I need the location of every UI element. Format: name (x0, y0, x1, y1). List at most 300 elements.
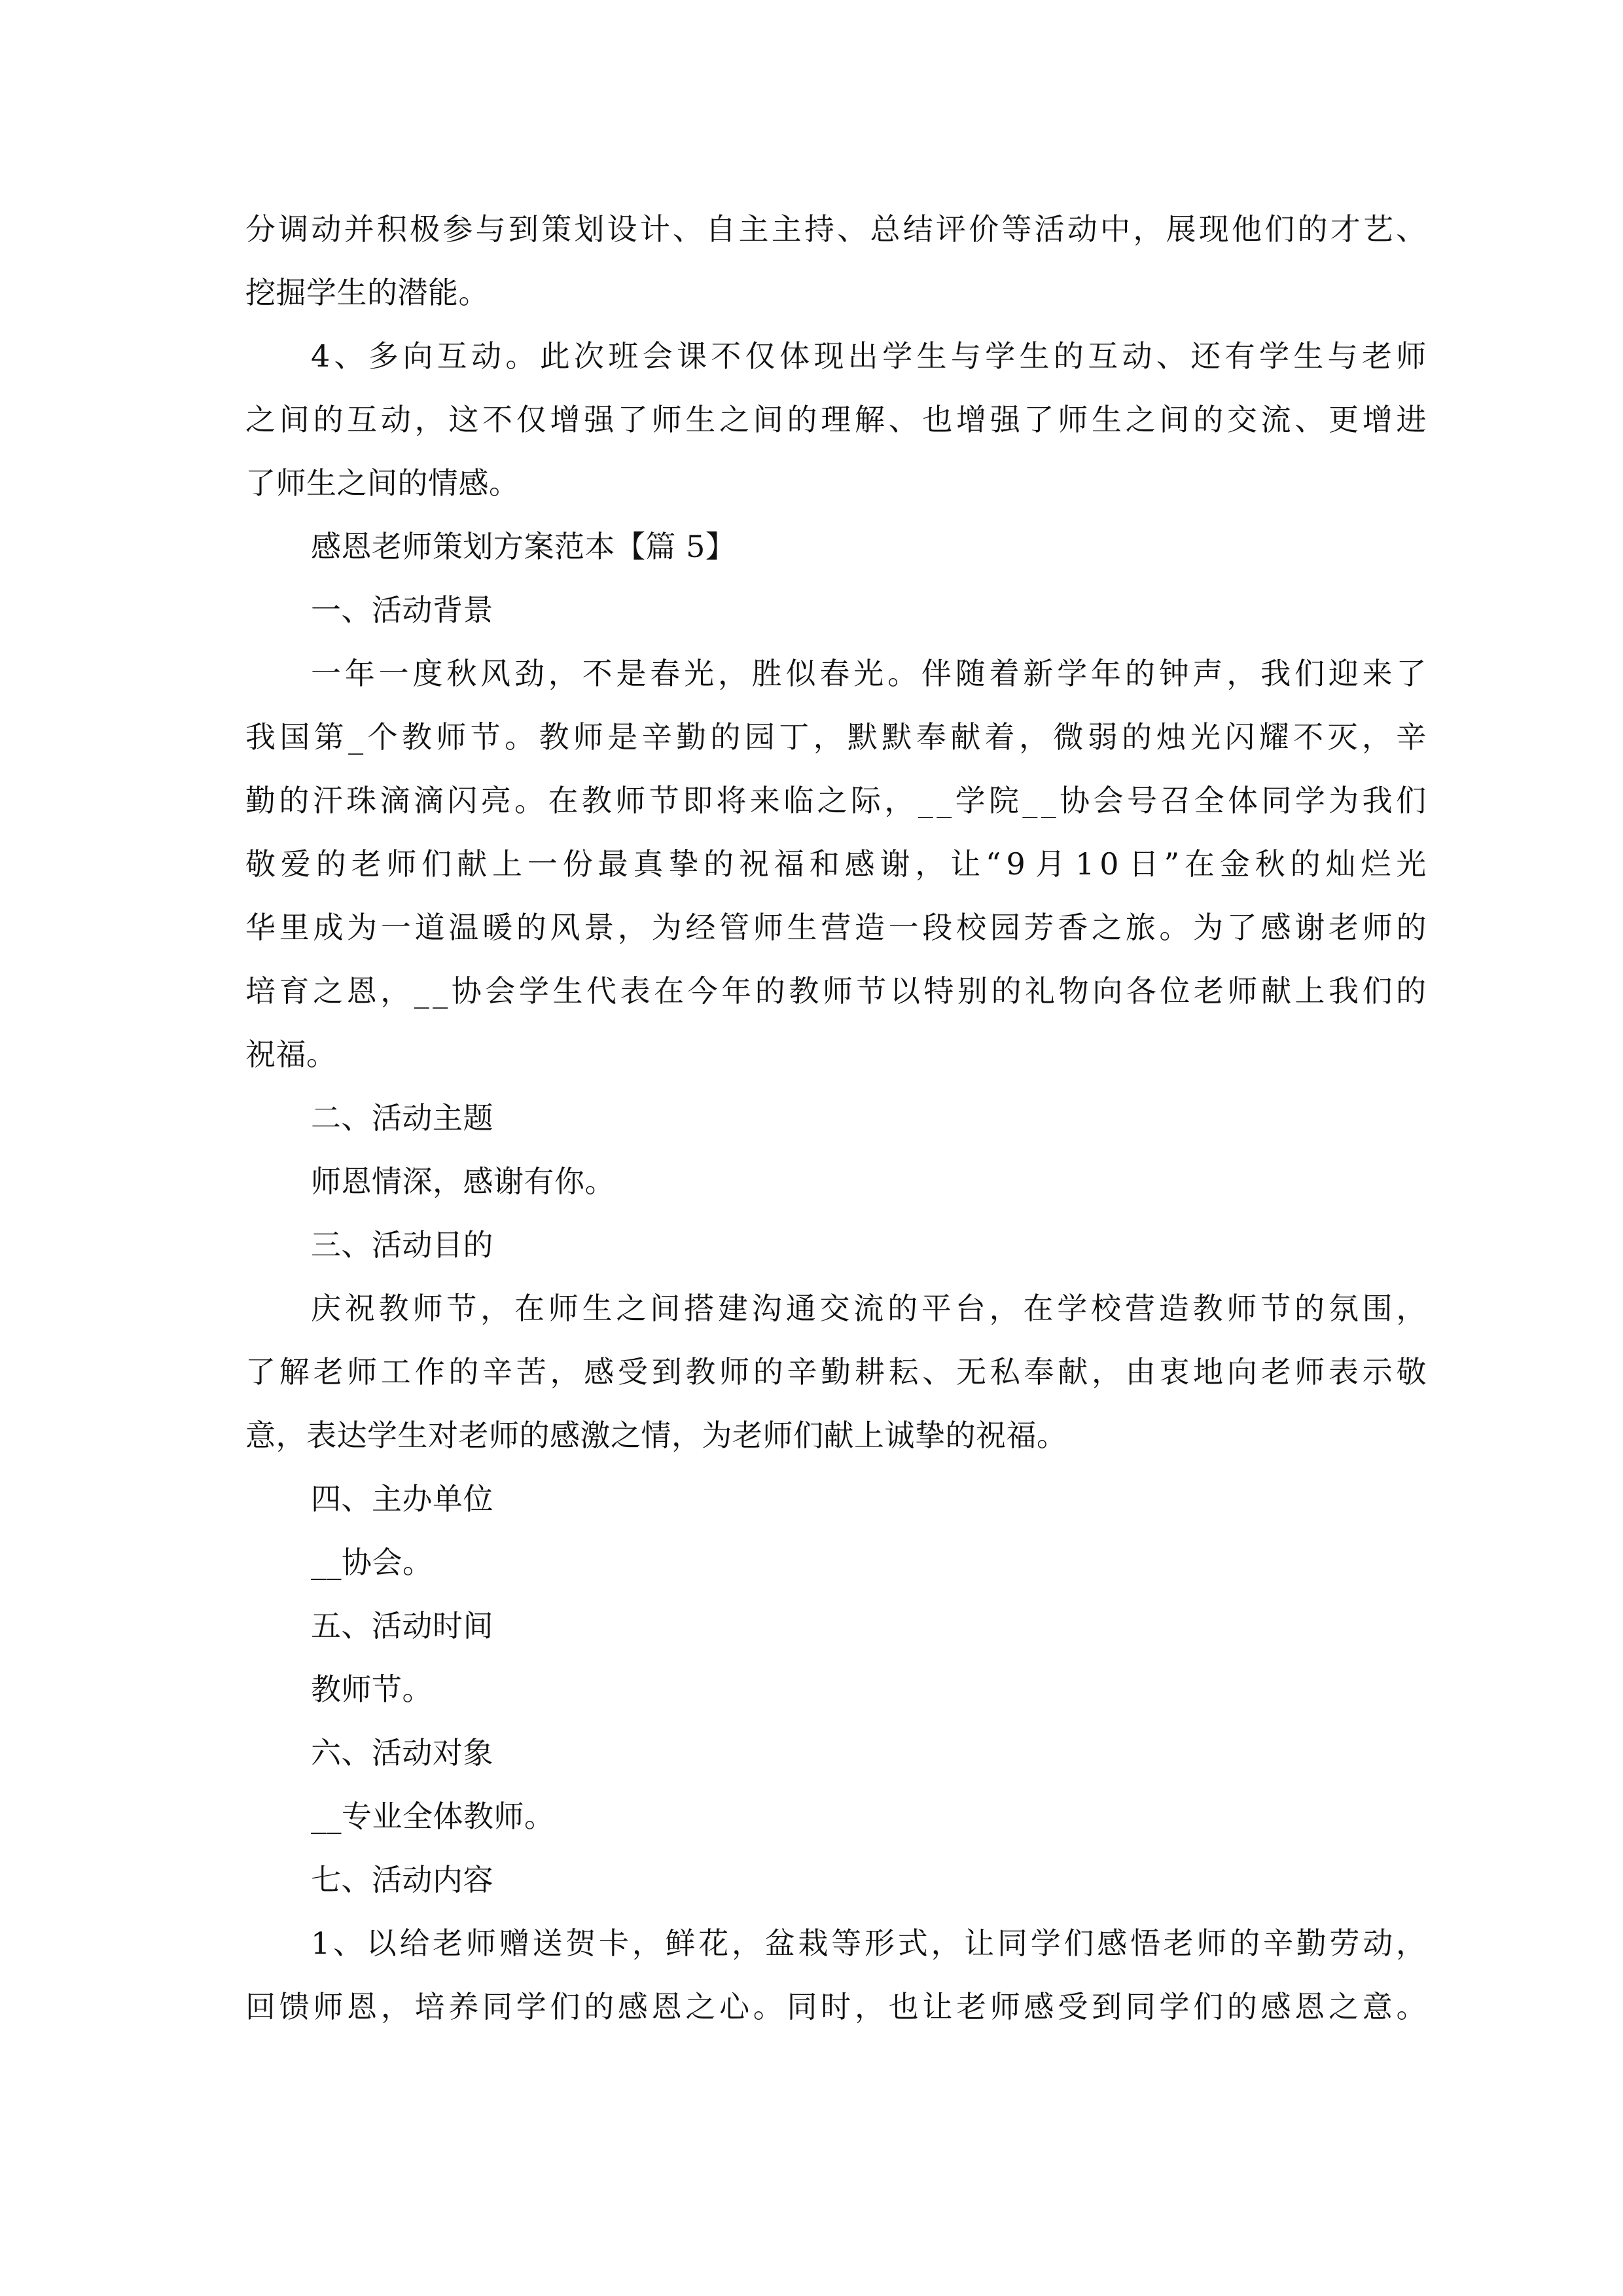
text-char: 迎 (1328, 656, 1359, 691)
text-char: 师 (412, 1291, 443, 1326)
text-line: 挖掘学生的潜能。 (245, 275, 489, 310)
text-char: 学 (882, 338, 913, 374)
text-char: 恩 (347, 1989, 378, 2024)
text-char: 节 (446, 1291, 477, 1326)
text-char: 度 (412, 656, 443, 691)
text-char: 计 (639, 211, 671, 247)
text-char: 这 (448, 402, 479, 437)
text-char: ， (632, 1926, 663, 1961)
text-char: 老 (1329, 910, 1359, 945)
text-char: 我 (1362, 783, 1393, 818)
text-char: 即 (683, 783, 713, 818)
text-char: 学 (1294, 783, 1326, 818)
text-char: 谢 (1294, 910, 1325, 945)
text-char: ， (915, 846, 946, 882)
text-char: 生 (582, 1291, 613, 1326)
text-char: 他 (1232, 211, 1262, 247)
text-line: 六、活动对象 (311, 1735, 493, 1770)
text-char: 的 (1124, 656, 1156, 691)
text-char: 为 (347, 910, 378, 945)
text-char: 学 (516, 1989, 547, 2024)
text-char: 全 (1194, 783, 1225, 818)
text-char: 辛 (787, 1354, 817, 1390)
text-char: 让 (922, 1989, 953, 2024)
text-char: 贺 (565, 1926, 596, 1961)
text-char: 同 (482, 1989, 513, 2024)
text-char: 珠 (346, 783, 377, 818)
text-char: 体 (1228, 783, 1258, 818)
text-char: ， (1018, 719, 1050, 755)
text-char: 来 (749, 783, 781, 818)
text-char: 中 (1100, 211, 1131, 247)
text-char: 年 (1091, 656, 1122, 691)
text-char: ， (931, 1926, 962, 1961)
text-char: 院 (988, 783, 1020, 818)
text-char: 间 (279, 402, 310, 437)
text-char: ， (617, 910, 649, 945)
text-char: 之 (616, 1291, 647, 1326)
text-char: 价 (969, 211, 999, 247)
text-char: 之 (1091, 910, 1122, 945)
text-line: 七、活动内容 (311, 1862, 493, 1897)
text-char: 教 (789, 973, 819, 1009)
text-char: 们 (1362, 973, 1393, 1009)
text-char: 的 (887, 1291, 918, 1326)
text-line: 意，表达学生对老师的感激之情，为老师们献上诚挚的祝福。 (245, 1418, 1067, 1453)
text-char: 动 (311, 211, 342, 247)
text-char: 极 (410, 211, 440, 247)
text-char: 之 (245, 402, 276, 437)
text-char: 强 (584, 402, 615, 437)
text-char: _ (1022, 783, 1038, 818)
text-char: 上 (1294, 973, 1325, 1009)
text-char: 不 (1293, 719, 1324, 755)
text-char: 沟 (751, 1291, 783, 1326)
text-char: 动 (1363, 1926, 1393, 1961)
text-char: 光 (1396, 846, 1427, 882)
text-char: 的 (1122, 719, 1152, 755)
text-char: 挚 (668, 846, 699, 882)
text-char: 一 (527, 846, 558, 882)
text-char: 向 (1226, 1354, 1258, 1390)
text-char: 的 (704, 846, 734, 882)
text-char: 悟 (1130, 1926, 1161, 1961)
text-char: 日 (1128, 846, 1160, 882)
text-char: 的 (755, 973, 786, 1009)
text-line: 祝福。 (245, 1037, 337, 1072)
text-char: 感 (617, 1989, 649, 2024)
text-char: 着 (984, 719, 1016, 755)
text-char: 之 (1329, 1989, 1359, 2024)
text-char: ， (550, 1354, 580, 1390)
text-char: 同 (1125, 1989, 1156, 2024)
text-char: 、 (333, 1926, 364, 1961)
text-char: 围 (1362, 1291, 1393, 1326)
text-char: 学 (1030, 1926, 1061, 1961)
text-char: 校 (1091, 1291, 1122, 1326)
text-char: 、 (922, 1354, 953, 1390)
text-char: 辛 (641, 719, 673, 755)
text-char: ， (1226, 656, 1257, 691)
text-char: 设 (607, 211, 638, 247)
text-char: 协 (1060, 783, 1090, 818)
text-char: 不 (711, 338, 741, 374)
text-char: 分 (245, 211, 276, 247)
text-char: 感 (1260, 1989, 1292, 2024)
text-char: 理 (821, 402, 851, 437)
text-char: 不 (482, 402, 513, 437)
text-line: __专业全体教师。 (311, 1799, 555, 1834)
text-char: 私 (990, 1354, 1021, 1390)
text-char: 才 (1330, 211, 1361, 247)
text-char: 养 (448, 1989, 479, 2024)
text-char: 解 (854, 402, 885, 437)
text-char: 师 (548, 1291, 579, 1326)
text-char: 同 (787, 1989, 817, 2024)
text-char: 师 (719, 1354, 750, 1390)
text-char: 会 (485, 973, 516, 1009)
text-char: 学 (955, 783, 986, 818)
text-char: 的 (787, 402, 817, 437)
text-char: 动 (380, 402, 412, 437)
text-char: 们 (1294, 656, 1325, 691)
text-char: 进 (1396, 402, 1427, 437)
text-char: 的 (710, 719, 741, 755)
text-char: 师 (822, 973, 853, 1009)
text-char: 着 (989, 656, 1020, 691)
text-char: 的 (279, 783, 310, 818)
text-char: 师 (615, 783, 646, 818)
text-char: 是 (607, 719, 638, 755)
text-char: ， (732, 1926, 762, 1961)
text-char: 勤 (821, 1354, 851, 1390)
text-char: 互 (437, 338, 468, 374)
text-char: 们 (1264, 211, 1295, 247)
text-char: 教 (401, 719, 433, 755)
text-char: 奉 (916, 719, 947, 755)
text-char: 。 (505, 719, 535, 755)
text-char: 生 (1293, 338, 1324, 374)
text-char: 示 (1362, 1354, 1393, 1390)
text-char: 亮 (480, 783, 512, 818)
text-char: _ (1041, 783, 1057, 818)
text-char: 、 (673, 211, 704, 247)
text-char: 园 (990, 910, 1021, 945)
text-char: 学 (1057, 1291, 1088, 1326)
text-char: 活 (1034, 211, 1065, 247)
text-char: 的 (1297, 211, 1328, 247)
text-char: 伴 (921, 656, 952, 691)
text-char: 辛 (1263, 1926, 1294, 1961)
text-char: 在 (1023, 1291, 1054, 1326)
text-char: 营 (821, 910, 851, 945)
text-char: 之 (1125, 402, 1156, 437)
text-char: 结 (902, 211, 934, 247)
text-char: 成 (313, 910, 344, 945)
text-line (245, 769, 1427, 833)
text-char: 。 (1159, 910, 1190, 945)
text-char: 在 (514, 1291, 545, 1326)
text-char: 烛 (1156, 719, 1187, 755)
text-char: 召 (1160, 783, 1191, 818)
text-char: 同 (997, 1926, 1028, 1961)
text-char: 培 (245, 973, 276, 1009)
text-char: 闪 (447, 783, 478, 818)
text-char: 衷 (1159, 1354, 1190, 1390)
text-char: 与 (1327, 338, 1359, 374)
text-char: 感 (1097, 1926, 1128, 1961)
text-char: 氛 (1328, 1291, 1359, 1326)
text-char: 在 (654, 973, 685, 1009)
text-char: 出 (847, 338, 879, 374)
text-char: 师 (651, 402, 683, 437)
text-line (245, 896, 1427, 960)
text-char: 老 (351, 846, 382, 882)
document-body (245, 198, 1427, 2039)
text-char: 教 (685, 1354, 716, 1390)
text-char: 给 (399, 1926, 431, 1961)
text-char: 的 (1193, 402, 1224, 437)
text-char: 老 (956, 1989, 987, 2024)
text-char: 老 (1361, 338, 1393, 374)
text-char: 份 (562, 846, 594, 882)
text-char: 协 (451, 973, 482, 1009)
text-char: 互 (347, 402, 378, 437)
text-char: 滴 (413, 783, 444, 818)
text-char: 师 (347, 1354, 378, 1390)
text-char: 劲 (514, 656, 545, 691)
text-char: 展 (1166, 211, 1197, 247)
text-char: 的 (448, 1354, 479, 1390)
text-char: 教 (1192, 1291, 1224, 1326)
text-char: 们 (1193, 1989, 1224, 2024)
text-char: 老 (433, 1926, 463, 1961)
text-char: 芳 (1024, 910, 1055, 945)
text-char: 老 (313, 1354, 344, 1390)
text-char: 上 (492, 846, 523, 882)
text-char: 我 (1260, 656, 1291, 691)
text-char: 年 (344, 656, 376, 691)
text-char: 艺 (1363, 211, 1394, 247)
text-char: 我 (1329, 973, 1359, 1009)
text-char: 增 (1362, 402, 1393, 437)
text-char: 有 (1224, 338, 1256, 374)
text-char: 等 (831, 1926, 862, 1961)
text-line (245, 388, 1427, 452)
text-char: 似 (785, 656, 817, 691)
text-char: 老 (1193, 973, 1224, 1009)
text-char: 台 (955, 1291, 986, 1326)
text-char: 香 (1058, 910, 1088, 945)
text-char: 爱 (280, 846, 312, 882)
text-line (245, 706, 1427, 769)
text-char: 师 (1396, 338, 1427, 374)
text-char: 互 (1088, 338, 1118, 374)
text-char: 总 (870, 211, 901, 247)
text-char: _ (918, 783, 934, 818)
text-char: 间 (753, 402, 784, 437)
text-char: 为 (1193, 910, 1224, 945)
text-char: 学 (518, 973, 550, 1009)
text-char: 师 (466, 1926, 497, 1961)
text-char: 会 (642, 338, 673, 374)
text-char: 钟 (1158, 656, 1190, 691)
text-char: 灭 (1327, 719, 1358, 755)
text-char: 与 (950, 338, 982, 374)
text-char: 建 (717, 1291, 749, 1326)
text-char: 花 (698, 1926, 729, 1961)
text-char: _ (936, 783, 952, 818)
text-char: 奉 (1024, 1354, 1055, 1390)
text-line (245, 1340, 1427, 1404)
text-char: 主 (771, 211, 802, 247)
text-char: ， (1361, 719, 1393, 755)
text-char: 流 (1260, 402, 1292, 437)
text-char: 的 (315, 846, 347, 882)
text-char: 将 (716, 783, 747, 818)
text-char: 节 (1260, 1291, 1291, 1326)
text-char: 作 (414, 1354, 446, 1390)
text-char: 一 (311, 656, 342, 691)
text-char: 次 (574, 338, 605, 374)
text-char: 老 (1260, 1354, 1292, 1390)
text-char: 营 (1124, 1291, 1156, 1326)
text-char: 闪 (1224, 719, 1255, 755)
text-char: 式 (897, 1926, 929, 1961)
text-char: 造 (1158, 1291, 1190, 1326)
text-char: 形 (865, 1926, 895, 1961)
text-line: 五、活动时间 (311, 1608, 493, 1643)
text-char: 年 (721, 973, 752, 1009)
text-char: 教 (581, 783, 613, 818)
text-line (245, 1277, 1427, 1340)
text-char: 的 (1294, 1291, 1325, 1326)
text-char: 的 (1396, 973, 1427, 1009)
text-char: 不 (582, 656, 613, 691)
text-char: 搭 (684, 1291, 715, 1326)
text-char: 祝 (344, 1291, 376, 1326)
text-char: 献 (1058, 1354, 1088, 1390)
text-char: 个 (367, 719, 399, 755)
text-char: 师 (1058, 402, 1088, 437)
text-char: 校 (956, 910, 987, 945)
text-char: 时 (821, 1989, 851, 2024)
text-char: 、 (888, 402, 919, 437)
text-char: 、 (1396, 211, 1427, 247)
text-char: 强 (990, 402, 1021, 437)
text-char: 学 (985, 338, 1016, 374)
text-char: 辛 (1396, 719, 1427, 755)
text-char: 以 (889, 973, 921, 1009)
text-char: 调 (278, 211, 309, 247)
text-char: 的 (313, 402, 344, 437)
text-char: 持 (804, 211, 835, 247)
text-char: 一 (380, 910, 412, 945)
text-char: 之 (313, 973, 344, 1009)
text-char: 耕 (854, 1354, 885, 1390)
text-line (245, 1912, 1427, 1975)
text-char: 秋 (446, 656, 477, 691)
text-char: 了 (617, 402, 649, 437)
text-char: 表 (1329, 1354, 1359, 1390)
text-char: 经 (685, 910, 716, 945)
text-char: 感 (1260, 910, 1292, 945)
text-char: 教 (539, 719, 570, 755)
text-char: 让 (950, 846, 981, 882)
text-char: 9 (1006, 846, 1026, 882)
text-char: 仅 (516, 402, 547, 437)
text-char: 生 (1019, 338, 1050, 374)
text-char: 了 (1396, 656, 1427, 691)
text-char: 会 (1093, 783, 1124, 818)
text-char: 们 (421, 846, 452, 882)
text-char: 也 (888, 1989, 919, 2024)
text-char: 的 (1226, 1989, 1258, 2024)
text-line: 一、活动背景 (311, 592, 493, 628)
text-char: 秋 (1255, 846, 1286, 882)
text-char: ， (1133, 211, 1164, 247)
text-char: 一 (888, 910, 919, 945)
text-char: 新 (1023, 656, 1054, 691)
text-char: 丁 (779, 719, 810, 755)
text-char: 临 (783, 783, 814, 818)
text-char: 福 (774, 846, 805, 882)
text-char: 培 (414, 1989, 446, 2024)
text-char: ， (813, 719, 844, 755)
text-char: 节 (856, 973, 887, 1009)
text-char: 1 (311, 1926, 330, 1961)
text-char: ， (380, 973, 411, 1009)
text-char: 师 (1227, 973, 1258, 1009)
text-char: ， (380, 1989, 412, 2024)
text-char: 光 (853, 656, 884, 691)
text-char: 此 (539, 338, 571, 374)
text-char: 为 (651, 910, 683, 945)
text-char: 真 (633, 846, 664, 882)
text-line (245, 960, 1427, 1023)
text-char: ， (548, 656, 579, 691)
text-char: 位 (1160, 973, 1190, 1009)
text-line: 感恩老师策划方案范本【篇 5】 (311, 529, 736, 564)
text-char: 号 (1126, 783, 1158, 818)
text-char: 来 (1362, 656, 1393, 691)
text-char: ， (480, 1291, 511, 1326)
text-char: 默 (882, 719, 912, 755)
text-char: 动 (1122, 338, 1153, 374)
text-char: 向 (1092, 973, 1123, 1009)
text-char: 的 (1230, 1926, 1260, 1961)
text-line (245, 642, 1427, 706)
text-char: 最 (597, 846, 629, 882)
text-char: 到 (1091, 1989, 1122, 2024)
text-char: 心 (719, 1989, 750, 2024)
text-char: 交 (819, 1291, 850, 1326)
text-line: 了师生之间的情感。 (245, 465, 520, 501)
text-char: 勤 (245, 783, 276, 818)
text-char: 勤 (676, 719, 707, 755)
text-char: 、 (1294, 402, 1325, 437)
text-char: 主 (738, 211, 770, 247)
text-char: 受 (1058, 1989, 1088, 2024)
text-char: 段 (922, 910, 953, 945)
text-char: 们 (1063, 1926, 1095, 1961)
text-char: ” (1164, 846, 1180, 882)
text-char: 学 (1258, 338, 1290, 374)
text-char: 谢 (880, 846, 910, 882)
text-char: 的 (1053, 338, 1084, 374)
text-char: 暖 (482, 910, 513, 945)
text-char: 和 (809, 846, 840, 882)
